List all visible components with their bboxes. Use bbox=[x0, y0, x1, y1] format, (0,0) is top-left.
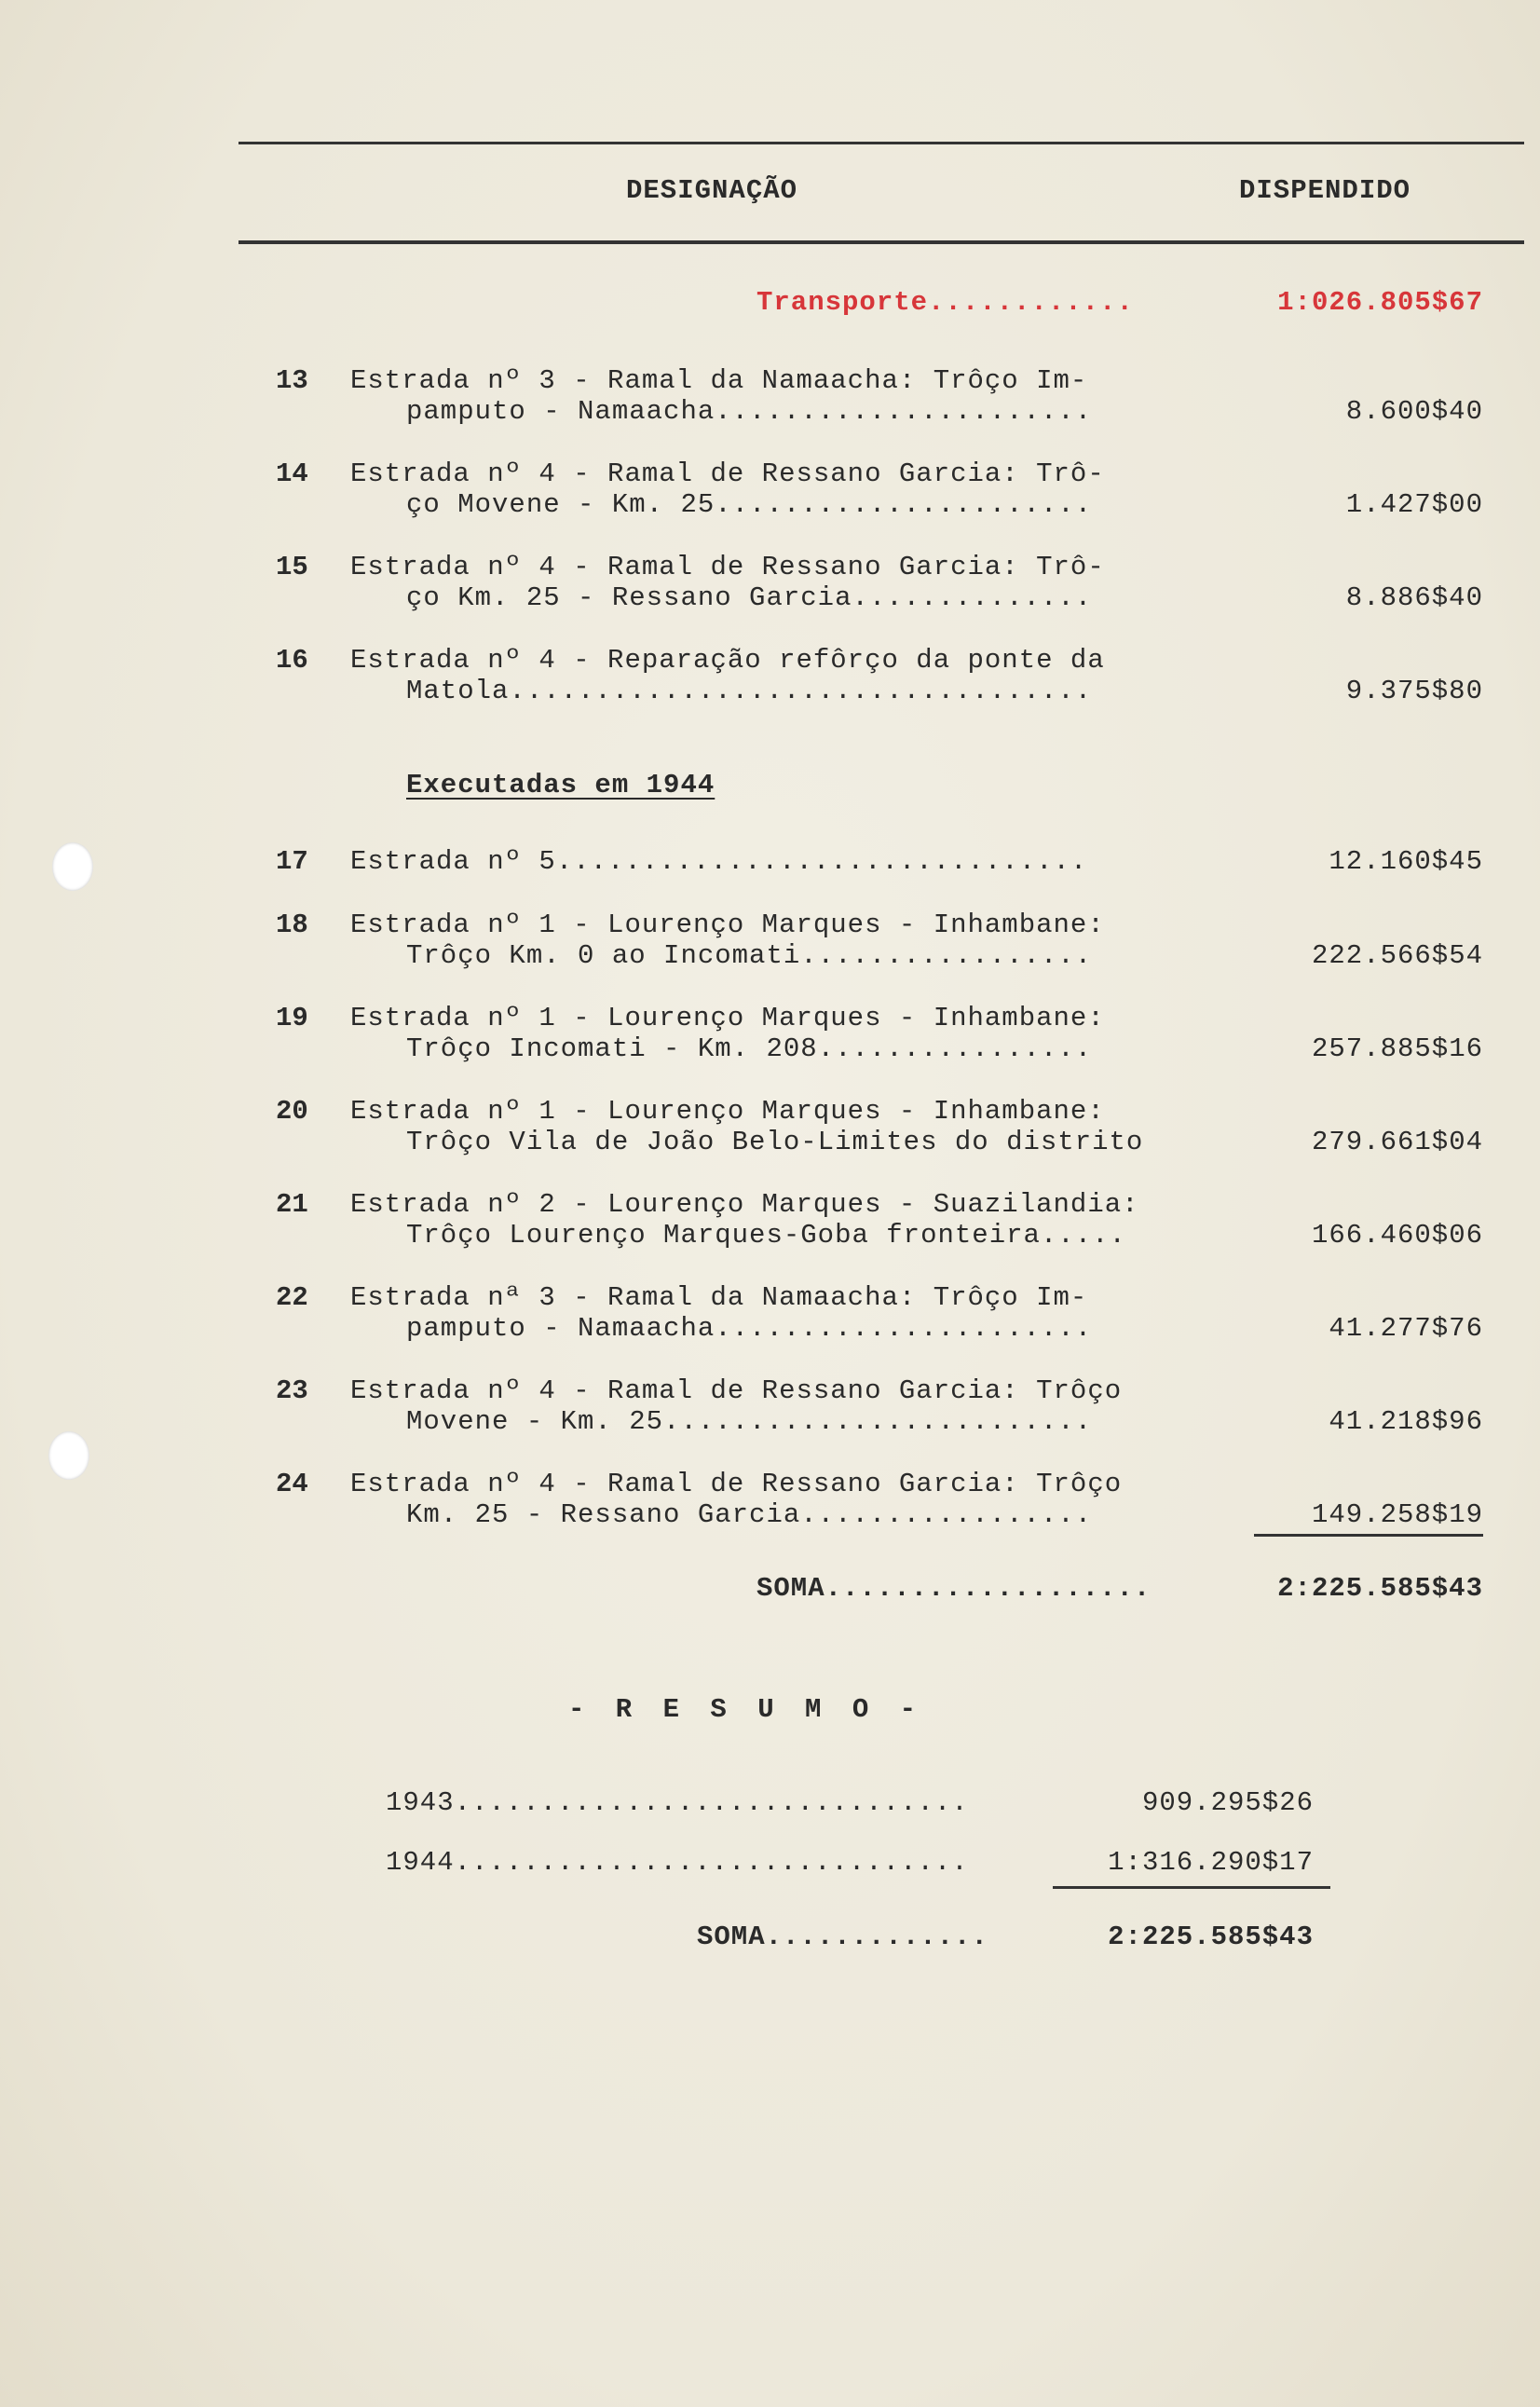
row-description-line: Km. 25 - Ressano Garcia................. bbox=[406, 1499, 1093, 1530]
row-amount: 257.885$16 bbox=[1311, 1033, 1483, 1064]
row-description-line: pamputo - Namaacha...................... bbox=[406, 396, 1093, 427]
row-description-line: Movene - Km. 25......................... bbox=[406, 1406, 1093, 1437]
row-amount: 1.427$00 bbox=[1345, 489, 1483, 520]
column-spent: DISPENDIDO bbox=[1239, 175, 1411, 206]
resumo-year-amount: 1:316.290$17 bbox=[1108, 1847, 1314, 1878]
row-number: 23 bbox=[276, 1375, 308, 1406]
row-description-line: Estrada nº 4 - Ramal de Ressano Garcia: Trôço bbox=[350, 1375, 1123, 1406]
row-amount: 8.886$40 bbox=[1345, 582, 1483, 613]
row-description bbox=[350, 365, 1207, 427]
row-description bbox=[350, 645, 1207, 706]
resumo-sum-rule bbox=[1053, 1886, 1330, 1889]
soma-amount: 2:225.585$43 bbox=[1277, 1573, 1483, 1604]
row-description-line: Estrada nº 4 - Reparação refôrço da ponte da bbox=[350, 645, 1105, 676]
column-designation: DESIGNAÇÃO bbox=[626, 175, 798, 206]
row-number: 21 bbox=[276, 1189, 308, 1220]
header-bottom-rule bbox=[238, 240, 1524, 244]
soma-label: SOMA................... bbox=[756, 1573, 1152, 1604]
row-number: 19 bbox=[276, 1003, 308, 1033]
row-description-line: Estrada nº 3 - Ramal da Namaacha: Trôço Im- bbox=[350, 365, 1088, 396]
section-heading-1944: Executadas em 1944 bbox=[406, 770, 715, 800]
row-number: 16 bbox=[276, 645, 308, 676]
row-description-line: Trôço Incomati - Km. 208................ bbox=[406, 1033, 1093, 1064]
resumo-year-label: 1944.............................. bbox=[386, 1847, 969, 1878]
row-number: 22 bbox=[276, 1282, 308, 1313]
row-description-line: Estrada nº 4 - Ramal de Ressano Garcia: Trô- bbox=[350, 458, 1105, 489]
row-description bbox=[350, 909, 1207, 971]
row-description-line: ço Movene - Km. 25...................... bbox=[406, 489, 1093, 520]
row-description-line: Estrada nª 3 - Ramal da Namaacha: Trôço Im- bbox=[350, 1282, 1088, 1313]
punch-hole bbox=[52, 842, 93, 891]
row-amount: 41.218$96 bbox=[1329, 1406, 1483, 1437]
row-description-line: Estrada nº 4 - Ramal de Ressano Garcia: Trôço bbox=[350, 1469, 1123, 1499]
row-amount: 279.661$04 bbox=[1311, 1127, 1483, 1157]
row-description bbox=[350, 1282, 1207, 1344]
row-description-line: Trôço Vila de João Belo-Limites do distrito bbox=[406, 1127, 1144, 1157]
row-amount: 9.375$80 bbox=[1345, 676, 1483, 706]
row-number: 14 bbox=[276, 458, 308, 489]
row-amount: 149.258$19 bbox=[1311, 1499, 1483, 1530]
row-description bbox=[350, 1096, 1207, 1157]
row-number: 13 bbox=[276, 365, 308, 396]
resumo-soma-amount: 2:225.585$43 bbox=[1108, 1921, 1314, 1952]
resumo-title: - R E S U M O - bbox=[568, 1694, 924, 1725]
sum-rule bbox=[1254, 1534, 1483, 1537]
row-number: 24 bbox=[276, 1469, 308, 1499]
row-description-line: Estrada nº 1 - Lourenço Marques - Inhambane: bbox=[350, 1096, 1105, 1127]
row-description-line: Matola.................................. bbox=[406, 676, 1093, 706]
row-amount: 166.460$06 bbox=[1311, 1220, 1483, 1251]
row-number: 15 bbox=[276, 552, 308, 582]
row-amount: 12.160$45 bbox=[1329, 846, 1483, 877]
row-amount: 222.566$54 bbox=[1311, 940, 1483, 971]
row-description bbox=[350, 1189, 1207, 1251]
row-description bbox=[350, 552, 1207, 613]
row-description-line: Estrada nº 5............................... bbox=[350, 846, 1088, 877]
row-amount: 41.277$76 bbox=[1329, 1313, 1483, 1344]
transport-label: Transporte............ bbox=[756, 287, 1134, 318]
row-description-line: Estrada nº 1 - Lourenço Marques - Inhambane: bbox=[350, 1003, 1105, 1033]
row-description-line: pamputo - Namaacha...................... bbox=[406, 1313, 1093, 1344]
row-description bbox=[350, 458, 1207, 520]
transport-amount: 1:026.805$67 bbox=[1277, 287, 1483, 318]
row-description bbox=[350, 1003, 1207, 1064]
row-amount: 8.600$40 bbox=[1345, 396, 1483, 427]
row-number: 20 bbox=[276, 1096, 308, 1127]
row-description bbox=[350, 1469, 1207, 1530]
resumo-year-amount: 909.295$26 bbox=[1141, 1787, 1314, 1818]
row-description-line: ço Km. 25 - Ressano Garcia.............. bbox=[406, 582, 1093, 613]
resumo-soma-label: SOMA............. bbox=[697, 1921, 988, 1952]
row-number: 17 bbox=[276, 846, 308, 877]
row-description bbox=[350, 1375, 1207, 1437]
resumo-year-label: 1943.............................. bbox=[386, 1787, 969, 1818]
row-description-line: Trôço Km. 0 ao Incomati................. bbox=[406, 940, 1093, 971]
row-description-line: Estrada nº 4 - Ramal de Ressano Garcia: Trô- bbox=[350, 552, 1105, 582]
punch-hole bbox=[48, 1431, 89, 1480]
row-number: 18 bbox=[276, 909, 308, 940]
row-description bbox=[350, 846, 1207, 877]
header-top-rule bbox=[238, 142, 1524, 144]
row-description-line: Estrada nº 1 - Lourenço Marques - Inhambane: bbox=[350, 909, 1105, 940]
row-description-line: Trôço Lourenço Marques-Goba fronteira..... bbox=[406, 1220, 1126, 1251]
row-description-line: Estrada nº 2 - Lourenço Marques - Suazilandia: bbox=[350, 1189, 1139, 1220]
